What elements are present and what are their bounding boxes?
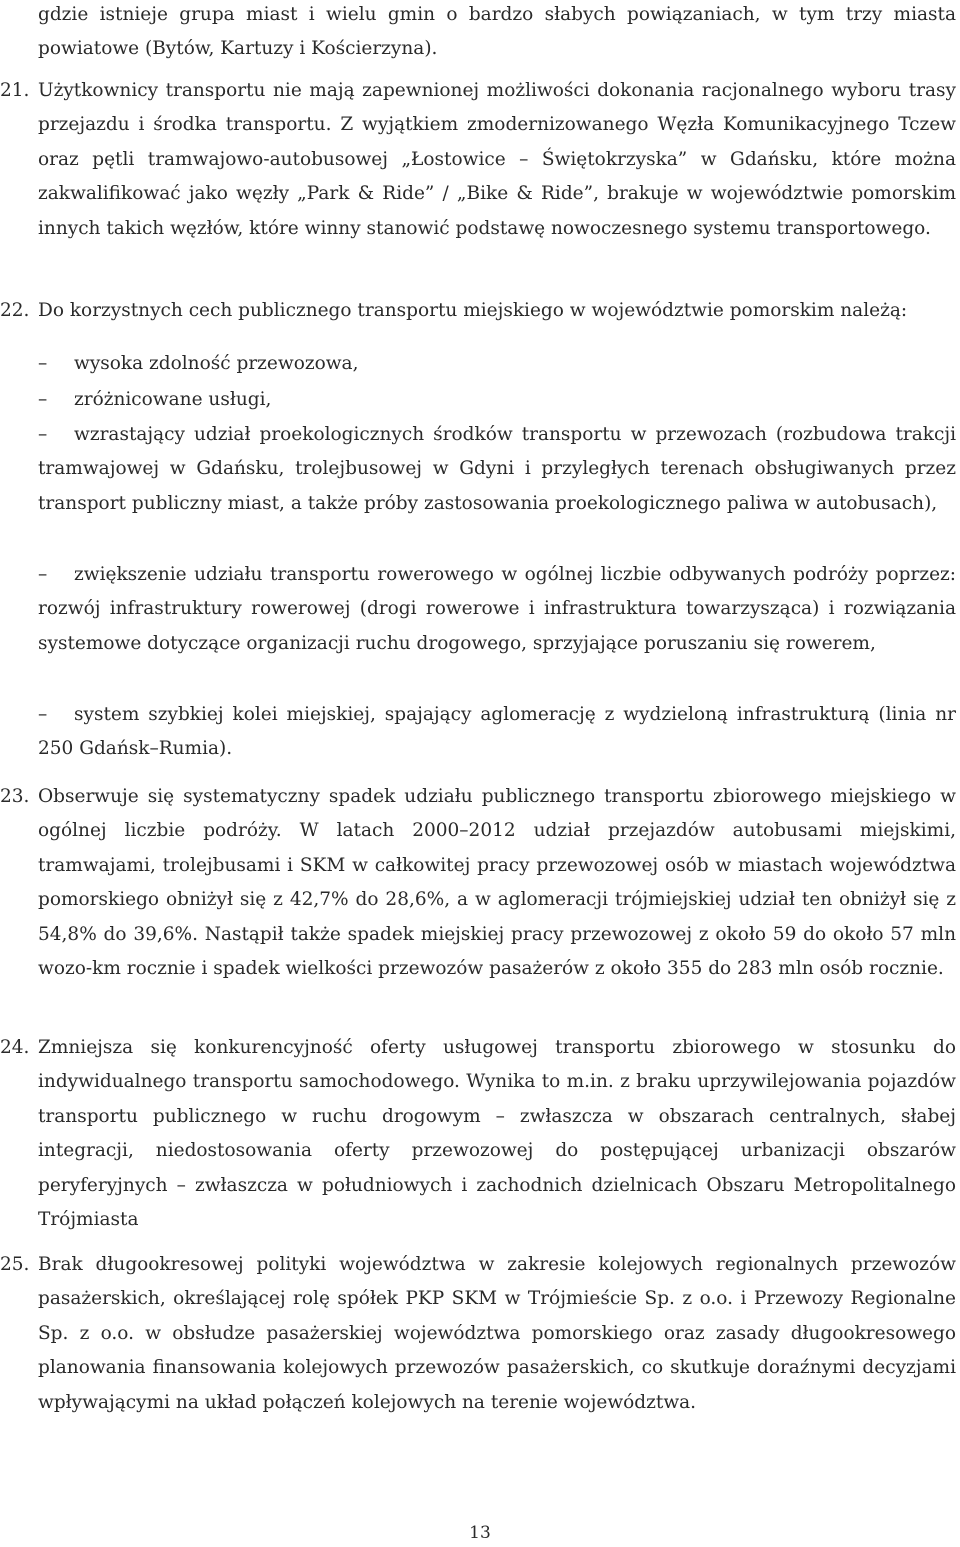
paragraph-25 — [0, 1248, 956, 1420]
list-item — [38, 698, 956, 767]
page-number: 13 — [469, 1523, 491, 1543]
paragraph-24 — [0, 1031, 956, 1237]
paragraph-23 — [0, 780, 956, 986]
paragraph-21-number: 21. — [0, 80, 30, 101]
paragraph-20-continuation: gdzie istnieje grupa miast i wielu gmin o bardzo słabych powiązaniach, w tym trzy miasta powiatowe (Bytów, Kartuzy i Kościerzyna). — [38, 4, 956, 60]
dash-bullet: – — [38, 389, 48, 410]
list-item — [38, 418, 956, 521]
list-item-text: zwiększenie udziału transportu rowerowego w ogólnej liczbie odbywanych podróży poprzez: rozwój infrastruktury rowerowej (drogi rowerowe i infrastruktura towarzysząca) i rozwiązania systemowe dotyczące organizacji ruchu drogowego, sprzyjające poruszaniu się rowerem, — [38, 564, 956, 654]
dash-bullet: – — [38, 704, 48, 725]
paragraph-23-number: 23. — [0, 786, 30, 807]
paragraph-22-number: 22. — [0, 300, 30, 321]
dash-bullet: – — [38, 353, 48, 374]
list-item — [38, 558, 956, 661]
list-item — [38, 383, 956, 417]
dash-bullet: – — [38, 424, 48, 445]
list-item-text: zróżnicowane usługi, — [74, 389, 272, 410]
dash-bullet: – — [38, 564, 48, 585]
paragraph-25-number: 25. — [0, 1254, 30, 1275]
paragraph-22 — [0, 294, 956, 328]
paragraph-21-text: Użytkownicy transportu nie mają zapewnionej możliwości dokonania racjonalnego wyboru trasy przejazdu i środka transportu. Z wyjątkiem zmodernizowanego Węzła Komunikacyjnego Tczew oraz pętli tramwajowo-autobusowej „Łostowice – Świętokrzyska” w Gdańsku, które można zakwalifikować jako węzły „Park & Ride” / „Bike & Ride”, brakuje w województwie pomorskim innych takich węzłów, które winny stanowić podstawę nowoczesnego systemu transportowego. — [38, 80, 956, 239]
paragraph-24-text: Zmniejsza się konkurencyjność oferty usługowej transportu zbiorowego w stosunku do indywidualnego transportu samochodowego. Wynika to m.in. z braku uprzywilejowania pojazdów transportu publicznego w ruchu drogowym – zwłaszcza w obszarach centralnych, słabej integracji, niedostosowania oferty przewozowej do postępującej urbanizacji obszarów peryferyjnych – zwłaszcza w południowych i zachodnich dzielnicach Obszaru Metropolitalnego Trójmiasta — [38, 1037, 956, 1231]
list-item — [38, 347, 956, 381]
paragraph-25-text: Brak długookresowej polityki województwa w zakresie kolejowych regionalnych przewozów pasażerskich, określającej rolę spółek PKP SKM w Trójmieście Sp. z o.o. i Przewozy Regionalne Sp. z o.o. w obsłudze pasażerskiej województwa pomorskiego oraz zasady długookresowego planowania finansowania kolejowych przewozów pasażerskich, co skutkuje doraźnymi decyzjami wpływającymi na układ połączeń kolejowych na terenie województwa. — [38, 1254, 956, 1413]
paragraph-22-text: Do korzystnych cech publicznego transportu miejskiego w województwie pomorskim należą: — [38, 300, 908, 321]
list-item-text: system szybkiej kolei miejskiej, spajający aglomerację z wydzieloną infrastrukturą (linia nr 250 Gdańsk–Rumia). — [38, 704, 956, 760]
paragraph-23-text: Obserwuje się systematyczny spadek udziału publicznego transportu zbiorowego miejskiego w ogólnej liczbie podróży. W latach 2000–2012 udział przejazdów autobusami miejskimi, tramwajami, trolejbusami i SKM w całkowitej pracy przewozowej osób w miastach województwa pomorskiego obniżył się z 42,7% do 28,6%, a w aglomeracji trójmiejskiej udział ten obniżył się z 54,8% do 39,6%. Nastąpił także spadek miejskiej pracy przewozowej z około 59 do około 57 mln wozo-km rocznie i spadek wielkości przewozów pasażerów z około 355 do 283 mln osób rocznie. — [38, 786, 956, 980]
paragraph-21 — [0, 74, 956, 246]
paragraph-24-number: 24. — [0, 1037, 30, 1058]
list-item-text: wysoka zdolność przewozowa, — [74, 353, 359, 374]
list-item-text: wzrastający udział proekologicznych środków transportu w przewozach (rozbudowa trakcji tramwajowej w Gdańsku, trolejbusowej w Gdyni i przyległych terenach obsługiwanych przez transport publiczny miast, a także próby zastosowania proekologicznego paliwa w autobusach), — [38, 424, 956, 514]
